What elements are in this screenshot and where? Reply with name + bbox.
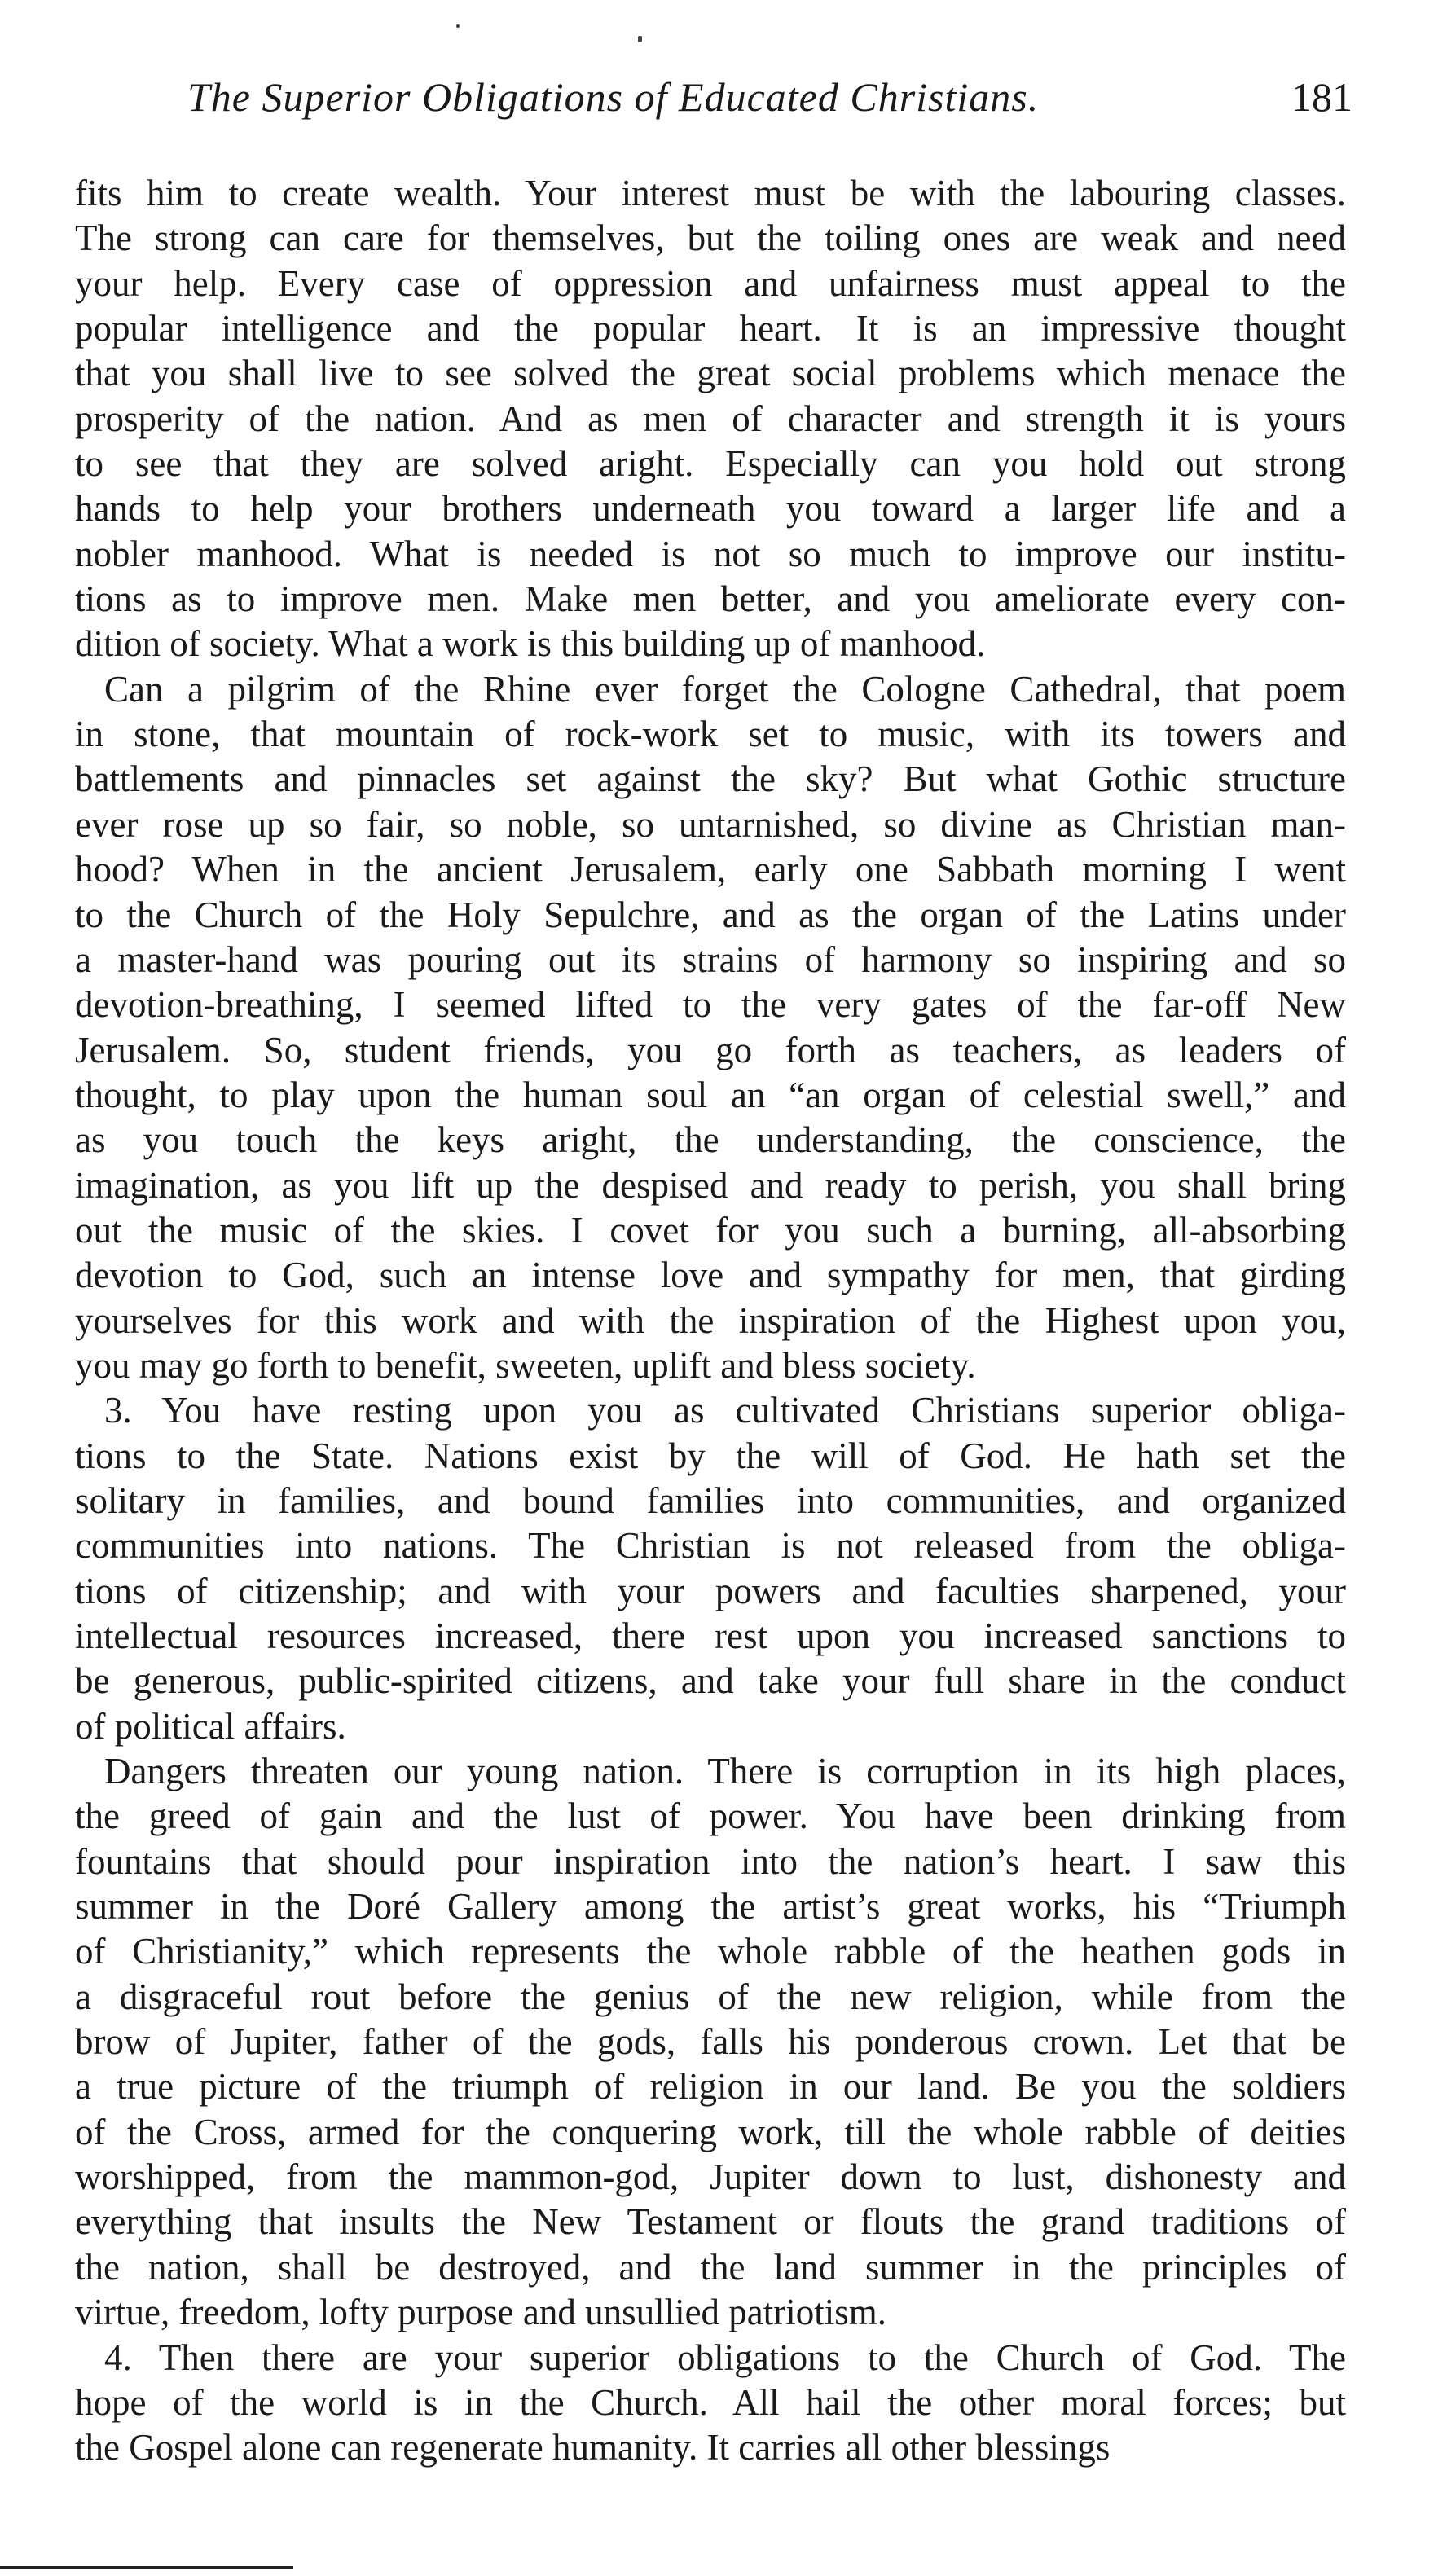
running-head <box>179 73 1352 138</box>
text-line: that you shall live to see solved the great social problems which menace the <box>75 353 1346 394</box>
text-line: battlements and pinnacles set against the sky? But what Gothic structure <box>75 758 1346 800</box>
text-line: a master-hand was pouring out its strains of harmony so inspiring and so <box>75 939 1346 980</box>
text-line: hope of the world is in the Church. All hail the other moral forces; but <box>75 2381 1346 2423</box>
text-line: a true picture of the triumph of religion in our land. Be you the soldiers <box>75 2066 1346 2108</box>
text-line: summer in the Doré Gallery among the artist’s great works, his “Triumph <box>75 1886 1346 1928</box>
text-line: tions of citizenship; and with your powers and faculties sharpened, your <box>75 1570 1346 1611</box>
bottom-rule <box>0 2566 293 2569</box>
paragraph <box>75 2336 1346 2471</box>
text-line: Can a pilgrim of the Rhine ever forget the Cologne Cathedral, that poem <box>104 668 1346 710</box>
page-number: 181 <box>1291 74 1352 120</box>
paragraph <box>75 667 1346 1389</box>
paragraph <box>75 1749 1346 2335</box>
text-line: The strong can care for themselves, but the toiling ones are weak and need <box>75 218 1346 259</box>
text-line: virtue, freedom, lofty purpose and unsullied patriotism. <box>75 2292 887 2333</box>
text-line: solitary in families, and bound families into communities, and organized <box>75 1479 1346 1521</box>
text-line: fits him to create wealth. Your interest must be with the labouring classes. <box>75 173 1346 213</box>
paragraph <box>75 171 1346 667</box>
text-line: tions to the State. Nations exist by the will of God. He hath set the <box>75 1435 1346 1476</box>
text-line: of political affairs. <box>75 1705 346 1747</box>
text-line: in stone, that mountain of rock-work set to music, with its towers and <box>75 714 1346 755</box>
text-line: dition of society. What a work is this building up of manhood. <box>75 623 986 665</box>
text-line: a disgraceful rout before the genius of the new religion, while from the <box>75 1976 1346 2017</box>
body-text <box>75 171 1346 2471</box>
text-line: intellectual resources increased, there rest upon you increased sanctions to <box>75 1615 1346 1656</box>
text-line: of the Cross, armed for the conquering work, till the whole rabble of deities <box>75 2111 1346 2152</box>
text-line: hands to help your brothers underneath you toward a larger life and a <box>75 488 1346 530</box>
text-line: you may go forth to benefit, sweeten, uplift and bless society. <box>75 1344 976 1386</box>
text-line: of Christianity,” which represents the whole rabble of the heathen gods in <box>75 1931 1346 1972</box>
text-line: devotion-breathing, I seemed lifted to the very gates of the far-off New <box>75 984 1346 1026</box>
paragraph <box>75 1388 1346 1749</box>
text-line: nobler manhood. What is needed is not so much to improve our institu- <box>75 533 1346 574</box>
text-line: your help. Every case of oppression and unfairness must appeal to the <box>75 262 1346 304</box>
text-line: to see that they are solved aright. Especially can you hold out strong <box>75 443 1346 485</box>
print-speck <box>638 36 642 42</box>
text-line: brow of Jupiter, father of the gods, falls his ponderous crown. Let that be <box>75 2021 1346 2063</box>
text-line: Jerusalem. So, student friends, you go forth as teachers, as leaders of <box>75 1029 1346 1070</box>
text-line: as you touch the keys aright, the understanding, the conscience, the <box>75 1119 1346 1161</box>
text-line: tions as to improve men. Make men better, and you ameliorate every con- <box>75 578 1346 620</box>
text-line: to the Church of the Holy Sepulchre, and as the organ of the Latins under <box>75 894 1346 935</box>
print-speck <box>456 24 460 28</box>
text-line: communities into nations. The Christian is not released from the obliga- <box>75 1525 1346 1567</box>
text-line: yourselves for this work and with the inspiration of the Highest upon you, <box>75 1299 1346 1341</box>
text-line: ever rose up so fair, so noble, so untarnished, so divine as Christian man- <box>75 803 1346 845</box>
text-line: 4. Then there are your superior obligations to the Church of God. The <box>104 2336 1346 2378</box>
text-line: 3. You have resting upon you as cultivated Christians superior obliga- <box>104 1390 1346 1431</box>
running-title: The Superior Obligations of Educated Christians. <box>187 74 1040 120</box>
text-line: the greed of gain and the lust of power. You have been drinking from <box>75 1796 1346 1837</box>
text-line: out the music of the skies. I covet for you such a burning, all-absorbing <box>75 1209 1346 1251</box>
text-line: prosperity of the nation. And as men of character and strength it is yours <box>75 398 1346 439</box>
text-line: thought, to play upon the human soul an “an organ of celestial swell,” and <box>75 1074 1346 1115</box>
text-line: hood? When in the ancient Jerusalem, early one Sabbath morning I went <box>75 849 1346 890</box>
text-line: popular intelligence and the popular heart. It is an impressive thought <box>75 308 1346 349</box>
text-line: the nation, shall be destroyed, and the land summer in the principles of <box>75 2246 1346 2288</box>
text-line: worshipped, from the mammon-god, Jupiter down to lust, dishonesty and <box>75 2156 1346 2198</box>
text-line: fountains that should pour inspiration into the nation’s heart. I saw this <box>75 1840 1346 1882</box>
text-line: the Gospel alone can regenerate humanity. It carries all other blessings <box>75 2427 1111 2468</box>
text-line: everything that insults the New Testament or flouts the grand traditions of <box>75 2201 1346 2243</box>
text-line: Dangers threaten our young nation. There is corruption in its high places, <box>104 1751 1346 1792</box>
text-line: be generous, public-spirited citizens, and take your full share in the conduct <box>75 1660 1346 1702</box>
text-line: imagination, as you lift up the despised and ready to perish, you shall bring <box>75 1164 1346 1206</box>
text-line: devotion to God, such an intense love and sympathy for men, that girding <box>75 1255 1346 1296</box>
